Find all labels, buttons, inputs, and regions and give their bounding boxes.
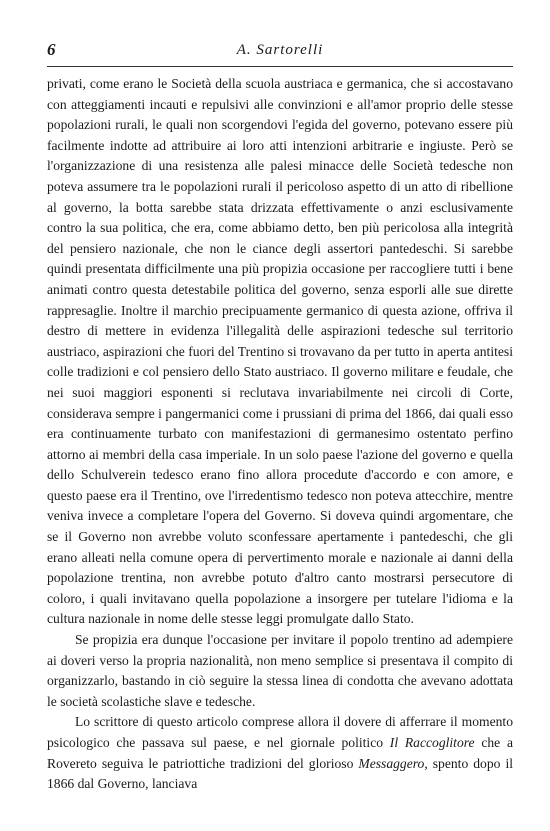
paragraph-3-part-1: Lo scrittore di questo articolo comprese allora il dovere di afferrare il momento psicologico che passava sul paese, e nel giornale politico bbox=[47, 714, 513, 750]
newspaper-title-messaggero: Messaggero bbox=[358, 755, 425, 771]
paragraph-2: Se propizia era dunque l'occasione per invitare il popolo trentino ad adempiere ai doveri verso la propria nazionalità, non meno semplice si presentava il compito di organizzarlo, bastando in ciò seguire la stessa linea di condotta che avevano adottata le società scolastiche slave e tedesche. bbox=[47, 632, 513, 709]
header-rule bbox=[47, 66, 513, 67]
body-text bbox=[47, 74, 513, 795]
paragraph-1: privati, come erano le Società della scuola austriaca e germanica, che si accostavano con atteggiamenti incauti e repulsivi alle convinzioni e all'amor proprio delle stesse popolazioni rurali, le quali non scorgendovi l'egida del governo, potevano essere più facilmente indotte ad attribuire ai loro atti intenzioni arbitrarie e ingiuste. Però se l'organizzazione di una resistenza alle palesi minacce delle Società tedesche non poteva assumere tra le popolazioni rurali il pericoloso aspetto di un atto di ribellione al governo, la botta sarebbe stata drizzata effettivamente o anzi esclusivamente contro la sua politica, che era, come abbiamo detto, ben più pericolosa alla integrità del pensiero nazionale, che non le ciance degli assertori pantedeschi. Si sarebbe quindi presentata difficilmente una più propizia occasione per raccogliere tutti i bene animati contro questa detestabile politica del governo, senza esporli alle sue dirette rappresaglie. Inoltre il marchio precipuamente germanico di questa azione, offriva il destro di mettere in evidenza l'illegalità delle aspirazioni tedesche sul territorio austriaco, aspirazioni che fuori del Trentino si trovavano da per tutto in aperta antitesi colle tradizioni e col pensiero dello Stato austriaco. Il governo militare e feudale, che nei suoi maggiori esponenti si reclutava invariabilmente nei circoli di Corte, considerava sempre i pangermanici come i prussiani di prima del 1866, dai quali esso era continuamente turbato con manifestazioni di germanesimo ostentato perfino attorno ai membri della casa imperiale. In un solo paese l'azione del governo e quella dello Schulverein tedesco erano fino allora procedute d'accordo e con amore, e questo paese era il Trentino, ove l'irredentismo tedesco non poteva attecchire, mentre veniva invece a completare l'opera del Governo. Si doveva quindi argomentare, che se il Governo non avrebbe voluto sconfessare apertamente i pantedeschi, che gli erano alleati nella comune opera di pervertimento morale e nazionale ai danni della popolazione trentina, non avrebbe potuto d'altro canto mostrarsi persecutore di coloro, i quali invitavano quella popolazione a insorgere per tutelare l'idioma e la cultura nazionale in nome delle stesse leggi promulgate dallo Stato. bbox=[47, 76, 513, 627]
page-header bbox=[47, 40, 513, 62]
paragraph-3-part-2: che a Rovereto seguiva le patriottiche tradizioni del glorioso bbox=[47, 735, 513, 771]
newspaper-title-raccoglitore: Il Raccoglitore bbox=[389, 735, 475, 750]
page-number: 6 bbox=[47, 40, 56, 59]
running-head-author: A. Sartorelli bbox=[236, 42, 324, 58]
paragraph-3 bbox=[47, 712, 513, 794]
paragraph-3-part-3: , spento dopo il 1866 dal Governo, lanciava bbox=[47, 755, 513, 792]
